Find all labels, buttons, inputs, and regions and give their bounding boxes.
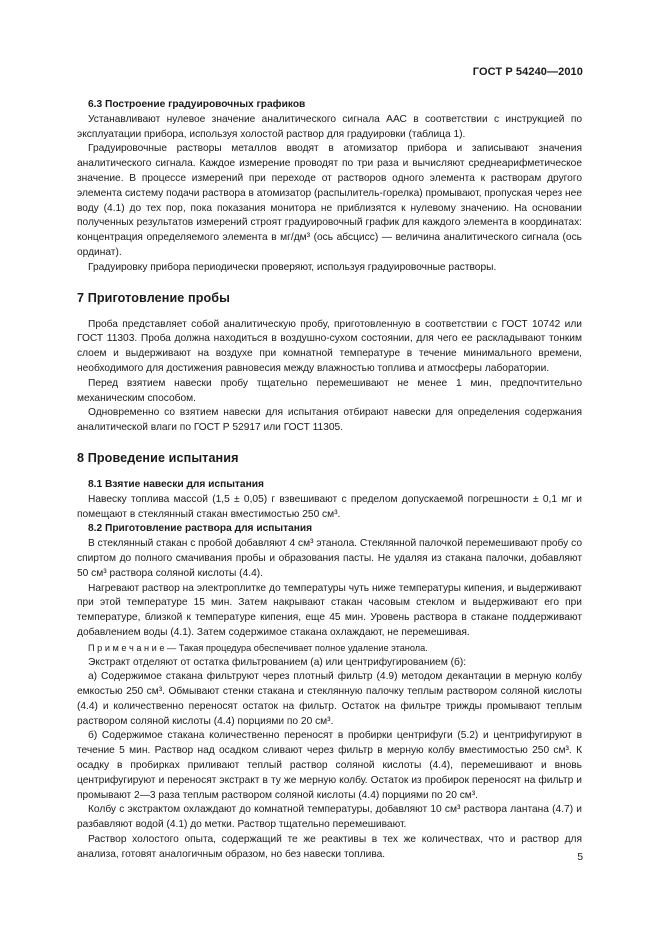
section-8-2-paragraph-b: б) Содержимое стакана количественно переносят в пробирки центрифуги (5.2) и центрифугируют в течение 5 мин. Раствор над осадком сливают через фильтр в мерную колбу вместимостью 250 см³. К осадку в пробирках приливают теплый раствор соляной кислоты (4.4), перемешивают и вновь центрифугируют и переносят экстракт в ту же мерную колбу. Остаток из пробирок переносят на фильтр и промывают 2—3 раза теплым раствором соляной кислоты (4.4) порциями по 20 см³. [77, 730, 582, 801]
page-number: 5 [577, 852, 583, 863]
section-6-3-paragraph-2: Градуировочные растворы металлов вводят в атомизатор прибора и записывают значения аналитического сигнала. Каждое измерение проводят по три раза и вычисляют среднеарифметическое значение. В процессе измерений при переходе от растворов одного элемента к растворам другого элемента систему подачи раствора в атомизатор (распылитель-горелка) промывают, пропуская через нее воду (4.1) до тех пор, пока показания монитора не приблизятся к нулевому значению. На основании полученных результатов измерений строят градуировочный график для каждого элемента в координатах: концентрация определяемого элемента в мг/дм³ (ось абсцисс) — величина аналитического сигнала (ось ординат). [77, 143, 582, 258]
section-7-heading: 7 Приготовление пробы [77, 290, 231, 305]
section-8-2-paragraph-3: Экстракт отделяют от остатка фильтрованием (а) или центрифугированием (б): [88, 656, 467, 668]
document-code-header: ГОСТ Р 54240—2010 [472, 66, 583, 78]
section-8-2-paragraph-a: а) Содержимое стакана фильтруют через плотный фильтр (4.9) методом декантации в мерную колбу емкостью 250 см³. Обмывают стенки стакана и стеклянную палочку теплым раствором соляной кислоты (4.4) и количественно переносят остаток на фильтр. Остаток на фильтре трижды промывают теплым раствором соляной кислоты (4.4) порциями по 20 см³. [77, 671, 582, 727]
section-8-2-note: П р и м е ч а н и е — Такая процедура обеспечивает полное удаление этанола. [88, 642, 428, 653]
section-8-2-paragraph-4: Колбу с экстрактом охлаждают до комнатной температуры, добавляют 10 см³ раствора лантана (4.7) и разбавляют водой (4.1) до метки. Раствор тщательно перемешивают. [77, 804, 582, 831]
section-7-paragraph-2: Перед взятием навески пробу тщательно перемешивают не менее 1 мин, предпочтительно механическим способом. [77, 377, 582, 404]
section-8-1-heading: 8.1 Взятие навески для испытания [88, 478, 264, 490]
section-8-2-heading: 8.2 Приготовление раствора для испытания [88, 523, 313, 535]
section-7-paragraph-1: Проба представляет собой аналитическую пробу, приготовленную в соответствии с ГОСТ 10742 или ГОСТ 11303. Проба должна находиться в воздушно-сухом состоянии, для чего ее раскладывают тонким слоем и выдерживают на воздухе при комнатной температуре в течение минимального времени, необходимого для достижения равновесия между влажностью топлива и атмосферы лаборатории. [77, 318, 582, 374]
section-8-1-paragraph: Навеску топлива массой (1,5 ± 0,05) г взвешивают с пределом допускаемой погрешности ± 0,1 мг и помещают в стеклянный стакан вместимостью 250 см³. [77, 493, 582, 520]
section-8-2-paragraph-5: Раствор холостого опыта, содержащий те же реактивы в тех же количествах, что и раствор для анализа, готовят аналогичным образом, но без навески топлива. [77, 834, 582, 860]
section-6-3-heading: 6.3 Построение градуировочных графиков [88, 99, 306, 110]
section-8-2-paragraph-1: В стеклянный стакан с пробой добавляют 4 см³ этанола. Стеклянной палочкой перемешивают пробу со спиртом до полного смачивания пробы и образования пасты. Не удаляя из стакана палочки, добавляют 50 см³ раствора соляной кислоты (4.4). [77, 538, 582, 579]
section-7-paragraph-3: Одновременно со взятием навески для испытания отбирают навески для определения содержания аналитической влаги по ГОСТ Р 52917 или ГОСТ 11305. [77, 407, 582, 434]
section-8-2-paragraph-2: Нагревают раствор на электроплитке до температуры чуть ниже температуры кипения, и выдерживают при этой температуре 15 мин. Затем накрывают стакан часовым стеклом и выдерживают его при температуре, близкой к температуре кипения, еще 45 мин. Уровень раствора в стакане поддерживают добавлением воды (4.1). Затем содержимое стакана охлаждают, не перемешивая. [77, 582, 582, 638]
section-6-3-paragraph-3: Градуировку прибора периодически проверяют, используя градуировочные растворы. [88, 261, 497, 273]
section-8-heading: 8 Проведение испытания [77, 450, 239, 465]
section-6-3-paragraph-1: Устанавливают нулевое значение аналитического сигнала ААС в соответствии с инструкцией по эксплуатации прибора, используя холостой раствор для градуировки (таблица 1). [77, 113, 582, 140]
document-body [77, 98, 582, 863]
